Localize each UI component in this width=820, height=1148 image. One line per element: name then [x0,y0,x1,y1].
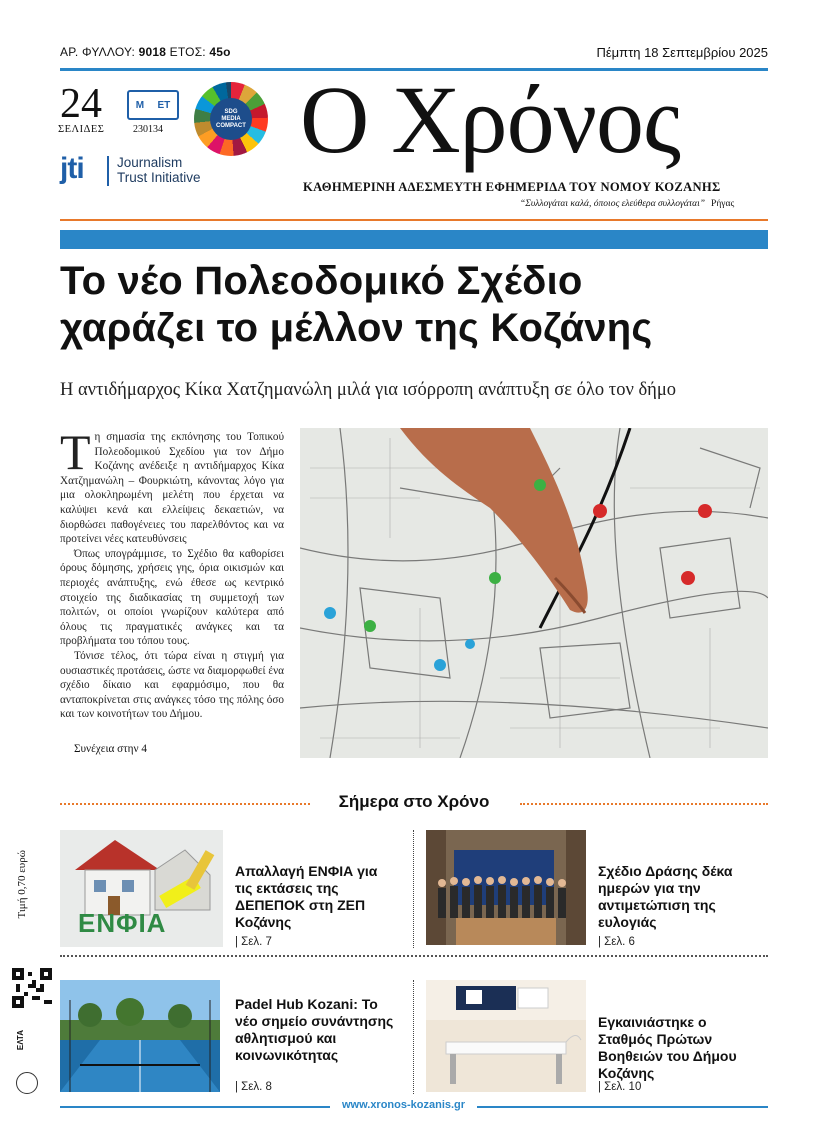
sdg-logo-text: SDG MEDIA COMPACT [210,98,252,140]
lead-photo-city-map[interactable] [300,428,768,758]
story-thumbnail[interactable] [426,980,586,1092]
lead-headline[interactable]: Το νέο Πολεοδομικό Σχέδιο χαράζει το μέλλον της Κοζάνης [60,259,653,350]
met-number: 230134 [133,124,163,135]
article-paragraph: Τόνισε τέλος, ότι τώρα είναι η στιγμή για ουσιαστικές προτάσεις, ώστε να διαμορφωθεί ένα σχέδιο δίκαιο και εφαρμόσιμο, που θα ανταποκρίνεται στις ανάγκες τόσο της πόλης όσο και των κοινοτήτων του Δήμου. [60,649,284,721]
first-aid-station-photo [426,980,586,1092]
story-title[interactable]: Εγκαινιάστηκε ο Σταθμός Πρώτων Βοηθειών του Δήμου Κοζάνης [598,1014,737,1081]
story-page-ref: | Σελ. 8 [235,1081,272,1093]
story-page-ref: | Σελ. 10 [598,1081,642,1093]
issue-date: Πέμπτη 18 Σεπτεμβρίου 2025 [596,45,768,60]
map-illustration [300,428,768,758]
lead-article [60,424,284,722]
footer-website-link[interactable]: www.xronos-kozanis.gr [330,1099,477,1111]
story-thumbnail[interactable] [426,830,586,945]
story-title[interactable]: Απαλλαγή ΕΝΦΙΑ για τις εκτάσεις της ΔΕΠΕΠΟΚ στη ΖΕΠ Κοζάνης [235,863,378,930]
story-divider [413,830,414,948]
met-logo: M ET [127,90,179,120]
stories-divider [60,955,768,957]
continue-link[interactable]: Συνέχεια στην 4 [74,743,147,755]
jti-logo: jti [60,152,84,185]
masthead-motto: “Συλλογάται καλά, όποιος ελεύθερα συλλογάται” Ρήγας [520,199,735,209]
meeting-photo [426,830,586,945]
padel-court-photo [60,980,220,1092]
price-label: Τιμή 0,70 ευρώ [16,850,28,919]
page-count: 24 [60,81,102,127]
story-thumbnail[interactable] [60,980,220,1092]
page-count-label: ΣΕΛΙΔΕΣ [58,124,105,135]
masthead-title[interactable]: Ο Χρόνος [300,66,680,173]
story-thumbnail[interactable] [60,830,223,947]
section-title: Σήμερα στο Χρόνο [338,792,490,811]
qr-code-icon[interactable] [12,968,52,1008]
article-paragraph: Όπως υπογράμμισε, το Σχέδιο θα καθορίσει όρους δόμησης, χρήσεις γης, όρια οικισμών και περιοχές ανάπτυξης, ενώ έθεσε ως κεντρικό στοιχείο της διαδικασίας τη συμμετοχή των πολιτών, οι οποίοι γνωρίζουν καλύτερα από όλους τις πραγματικές ανάγκες και τα προβλήματα του τόπου τους. [60,547,284,648]
blue-band [60,230,768,249]
jti-name: Journalism Trust Initiative [117,155,201,185]
postal-seal-icon [16,1072,38,1094]
story-divider [413,980,414,1094]
issue-info: ΑΡ. ΦΥΛΛΟΥ: 9018 ΕΤΟΣ: 45ο [60,45,231,59]
lead-subhead: Η αντιδήμαρχος Κίκα Χατζημανώλη μιλά για ισόρροπη ανάπτυξη σε όλο τον δήμο [60,380,677,400]
article-paragraph: Τη σημασία της εκπόνησης του Τοπικού Πολεοδομικού Σχεδίου για τον Δήμο Κοζάνης ανέδειξε η αντιδήμαρχος Κίκα Χατζημανώλη – Φουρκιώτη, κάνοντας λόγο για μια ολοκληρωμένη μελέτη που έρχεται να καλύψει κενά και ελλείψεις δεκαετιών, να διορθώσει παθογένειες του παρελθόντος και να προτείνει νέες κατευθύνσεις [60,424,284,546]
drop-cap: Τ [60,424,91,480]
enfia-image-text: ΕΝΦΙΑ [78,908,167,938]
story-title[interactable]: Σχέδιο Δράσης δέκα ημερών για την αντιμετώπιση της ευλογιάς [598,863,733,930]
story-page-ref: | Σελ. 6 [598,936,635,948]
jti-divider [107,156,109,186]
header-rule [60,219,768,221]
story-page-ref: | Σελ. 7 [235,936,272,948]
elta-logo: ΕΛΤΑ [16,1030,25,1051]
story-title[interactable]: Padel Hub Kozani: Το νέο σημείο συνάντησης αθλητισμού και κοινωνικότητας [235,996,394,1063]
masthead-tagline: ΚΑΘΗΜΕΡΙΝΗ ΑΔΕΣΜΕΥΤΗ ΕΦΗΜΕΡΙΔΑ ΤΟΥ ΝΟΜΟΥ ΚΟΖΑΝΗΣ [303,180,721,194]
section-divider-right [520,803,768,805]
